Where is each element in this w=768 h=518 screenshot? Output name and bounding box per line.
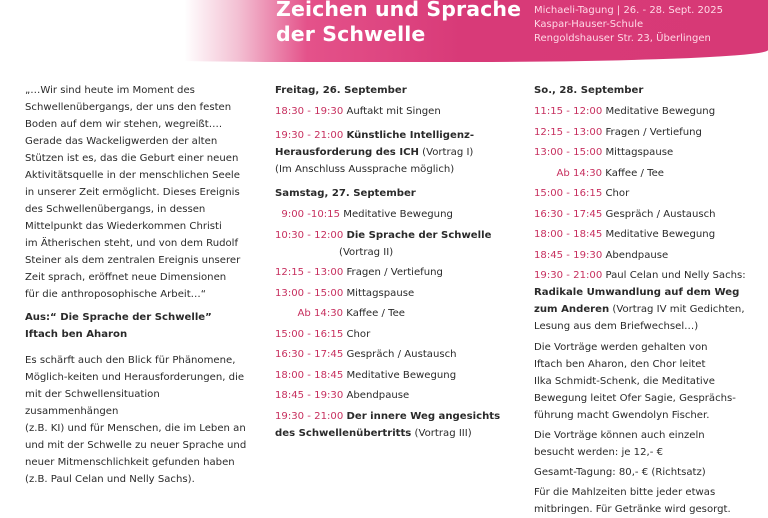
meals-info: Für die Mahlzeiten bitte jeder etwas mitbringen. Für Getränke wird gesorgt. (534, 486, 731, 515)
schedule-time: Ab 14:30 (275, 308, 344, 319)
page-title (276, 0, 522, 47)
schedule-time: 15:00 - 16:15 (534, 188, 603, 199)
schedule-time: 11:15 - 12:00 (534, 106, 603, 117)
schedule-time: 10:30 - 12:00 (275, 229, 344, 241)
schedule-time: 18:00 - 18:45 (275, 369, 344, 381)
schedule-event: Meditative Bewegung (605, 229, 716, 240)
schedule-event: Meditative Bewegung (346, 369, 457, 381)
schedule-event: Chor (346, 328, 371, 340)
schedule-item (275, 305, 509, 322)
schedule-time: 16:30 - 17:45 (534, 208, 603, 220)
schedule-time: 18:45 - 19:30 (534, 249, 603, 261)
schedule-event: Abendpause (605, 249, 669, 261)
schedule-time: Ab 14:30 (534, 167, 603, 179)
schedule-item (534, 185, 764, 202)
schedule-event: Mittagspause (605, 147, 674, 158)
schedule-time: 18:45 - 19:30 (275, 390, 344, 401)
meta-event-dates: Michaeli-Tagung | 26. - 28. Sept. 2025 (534, 5, 723, 16)
schedule-event: Gespräch / Austausch (346, 349, 457, 360)
day-heading-saturday: Samstag, 27. September (275, 188, 416, 199)
schedule-time: 19:30 - 21:00 (534, 270, 603, 281)
schedule-event: Chor (605, 188, 630, 199)
schedule-item (275, 346, 509, 363)
schedule-item (275, 127, 509, 178)
event-meta (534, 4, 764, 46)
schedule-event: Abendpause (346, 390, 410, 401)
schedule-item (534, 124, 764, 141)
schedule-event-title: Radikale Umwandlung auf dem Weg zum Anderen (534, 287, 740, 315)
schedule-event: Meditative Bewegung (605, 106, 716, 117)
schedule-time: 18:00 - 18:45 (534, 229, 603, 240)
schedule-event-note: (Vortrag IV mit Gedichten, Lesung aus dem Briefwechsel…) (534, 304, 745, 332)
schedule-item (534, 206, 764, 223)
schedule-item (275, 264, 509, 281)
schedule-event: Gespräch / Austausch (605, 208, 716, 220)
schedule-event: Kaffee / Tee (346, 308, 405, 319)
schedule-item (275, 227, 509, 261)
schedule-event: Fragen / Vertiefung (605, 126, 702, 138)
intro-column (25, 82, 251, 488)
schedule-item (534, 226, 764, 243)
schedule-event-note: (Vortrag I) (418, 147, 474, 158)
schedule-time: 16:30 - 17:45 (275, 349, 344, 360)
schedule-time: 18:30 - 19:30 (275, 106, 344, 117)
schedule-event-note: (Vortrag III) (411, 427, 472, 439)
schedule-event-title: Die Sprache der Schwelle (346, 229, 492, 241)
schedule-event: Mittagspause (346, 287, 415, 299)
schedule-item (275, 206, 509, 223)
schedule-item (534, 267, 764, 335)
schedule-event: Paul Celan und Nelly Sachs: (605, 270, 746, 281)
schedule-time: 19:30 - 21:00 (275, 130, 344, 141)
schedule-time: 9:00 -10:15 (275, 209, 341, 220)
quote-source-title: Aus:“ Die Sprache der Schwelle” (25, 312, 212, 323)
schedule-time: 12:15 - 13:00 (534, 126, 603, 138)
schedule-time: 19:30 - 21:00 (275, 410, 344, 422)
schedule-event: Fragen / Vertiefung (346, 267, 443, 278)
total-price: Gesamt-Tagung: 80,- € (Richtsatz) (534, 466, 706, 478)
intro-quote: „…Wir sind heute im Moment des Schwellenübergangs, der uns den festen Boden auf dem wir stehen, wegreißt…. Gerade das Wackeligwerden der alten Stützen ist es, das die Geburt einer neuen Aktivitätsquelle in der menschlichen Seele in unserer Zeit ermöglicht. Dieses Ereignis des Schwellenübergangs, in dessen Mittelpunkt das Wiederkommen Christi im Ätherischen steht, und von dem Rudolf Steiner als dem zentralen Ereignis unserer Zeit sprach, eröffnet neue Dimensionen für die anthroposophische Arbeit…“ (25, 85, 241, 300)
schedule-item (534, 144, 764, 161)
schedule-item (275, 367, 509, 384)
title-line-1: Zeichen und Sprache (276, 0, 522, 21)
quote-source-author: Iftach ben Aharon (25, 329, 128, 340)
schedule-note: (Im Anschluss Aussprache möglich) (275, 164, 455, 175)
meta-address: Rengoldshauser Str. 23, Überlingen (534, 33, 711, 44)
schedule-item (275, 387, 509, 404)
day-heading-friday: Freitag, 26. September (275, 85, 407, 96)
header-banner (0, 0, 768, 62)
schedule-column-fri-sat (275, 82, 509, 445)
schedule-item (275, 326, 509, 343)
schedule-item (275, 103, 509, 120)
schedule-time: 15:00 - 16:15 (275, 328, 344, 340)
title-line-2: der Schwelle (276, 22, 426, 46)
schedule-time: 13:00 - 15:00 (534, 147, 603, 158)
schedule-item (534, 103, 764, 120)
meta-venue: Kaspar-Hauser-Schule (534, 19, 644, 30)
intro-paragraph: Es schärft auch den Blick für Phänomene, Möglich-keiten und Herausforderungen, die mit der Schwellensituation zusammenhängen (z.B. KI) und für Menschen, die im Leben an und mit der Schwelle zu neuer Sprache und neuer Mitmenschlichkeit gefunden haben (z.B. Paul Celan und Nelly Sachs). (25, 355, 247, 485)
schedule-time: 13:00 - 15:00 (275, 287, 344, 299)
speakers-info: Die Vorträge werden gehalten von Iftach ben Aharon, den Chor leitet Ilka Schmidt-Schenk, die Meditative Bewegung leitet Ofer Sagie, Gesprächs- führung macht Gwendolyn Fischer. (534, 341, 736, 421)
schedule-event-title: Künstliche Intelligenz-Herausforderung des ICH (275, 130, 475, 158)
schedule-column-sunday (534, 82, 764, 518)
schedule-event: Auftakt mit Singen (346, 106, 441, 117)
schedule-item (534, 247, 764, 264)
schedule-item (275, 408, 509, 442)
schedule-event-note: (Vortrag II) (339, 246, 394, 258)
schedule-event: Kaffee / Tee (605, 167, 664, 179)
schedule-time: 12:15 - 13:00 (275, 267, 344, 278)
day-heading-sunday: So., 28. September (534, 85, 644, 96)
schedule-item (534, 165, 764, 182)
single-lecture-price: Die Vorträge können auch einzeln besucht werden: je 12,- € (534, 429, 705, 458)
schedule-event: Meditative Bewegung (343, 209, 453, 220)
schedule-item (275, 285, 509, 302)
schedule-event-title: Der innere Weg angesichts des Schwellenübertritts (275, 410, 501, 439)
